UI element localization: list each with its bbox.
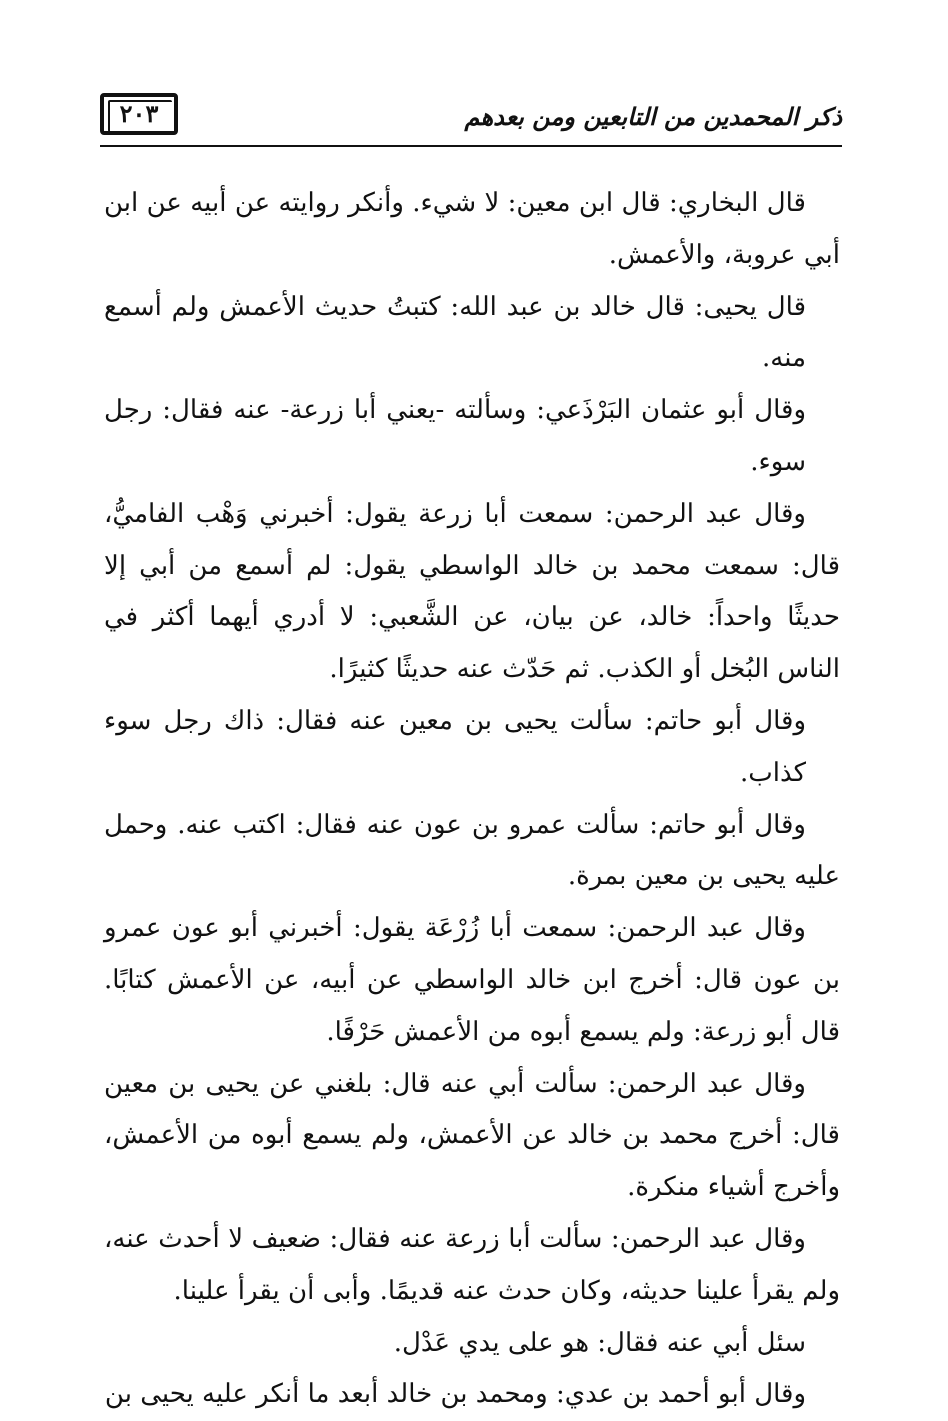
paragraph: سئل أبي عنه فقال: هو على يدي عَدْل. (393, 1327, 806, 1358)
paragraph: وقال عبد الرحمن: سمعت أبا زرعة يقول: أخبرني وَهْب الفاميُّ، قال: سمعت محمد بن خالد الواسطي يقول: لم أسمع من أبي إلا حديثًا واحداً: خالد، عن بيان، عن الشَّعبي: لا أدري أيهما أكثر في الناس البُخل أو الكذب. ثم حَدّث عنه حديثًا كثيرًا. (104, 498, 840, 685)
paragraph: قال يحيى: قال خالد بن عبد الله: كتبتُ حديث الأعمش ولم أسمع منه. (104, 291, 806, 374)
paragraph: وقال عبد الرحمن: سألت أبي عنه قال: بلغني عن يحيى بن معين قال: أخرج محمد بن خالد عن الأعمش، ولم يسمع أبوه من الأعمش، وأخرج أشياء منكرة. (104, 1068, 840, 1203)
paragraph: وقال أبو أحمد بن عدي: ومحمد بن خالد أبعد ما أنكر عليه يحيى بن (104, 1379, 806, 1410)
paragraph: وقال أبو حاتم: سألت عمرو بن عون عنه فقال: اكتب عنه. وحمل عليه يحيى بن معين بمرة. (104, 809, 840, 892)
page-number: ٢٠٣ (100, 93, 178, 135)
body-text (104, 178, 840, 1421)
paragraph: قال البخاري: قال ابن معين: لا شيء. وأنكر روايته عن أبيه عن ابن أبي عروبة، والأعمش. (104, 188, 840, 270)
paragraph: وقال عبد الرحمن: سمعت أبا زُرْعَة يقول: أخبرني أبو عون عمرو بن عون قال: أخرج ابن خالد الواسطي عن أبيه، عن الأعمش كتابًا. قال أبو زرعة: ولم يسمع أبوه من الأعمش حَرْفًا. (104, 913, 840, 1047)
header-rule (100, 145, 842, 147)
running-title: ذكر المحمدين من التابعين ومن بعدهم (464, 102, 842, 131)
paragraph: وقال عبد الرحمن: سألت أبا زرعة عنه فقال: ضعيف لا أحدث عنه، ولم يقرأ علينا حديثه، وكان حدث عنه قديمًا. وأبى أن يقرأ علينا. (104, 1223, 840, 1306)
paragraph: وقال أبو حاتم: سألت يحيى بن معين عنه فقال: ذاك رجل سوء كذاب. (104, 705, 806, 788)
page-header (100, 85, 842, 153)
paragraph: وقال أبو عثمان البَرْذَعي: وسألته -يعني أبا زرعة- عنه فقال: رجل سوء. (104, 395, 806, 477)
